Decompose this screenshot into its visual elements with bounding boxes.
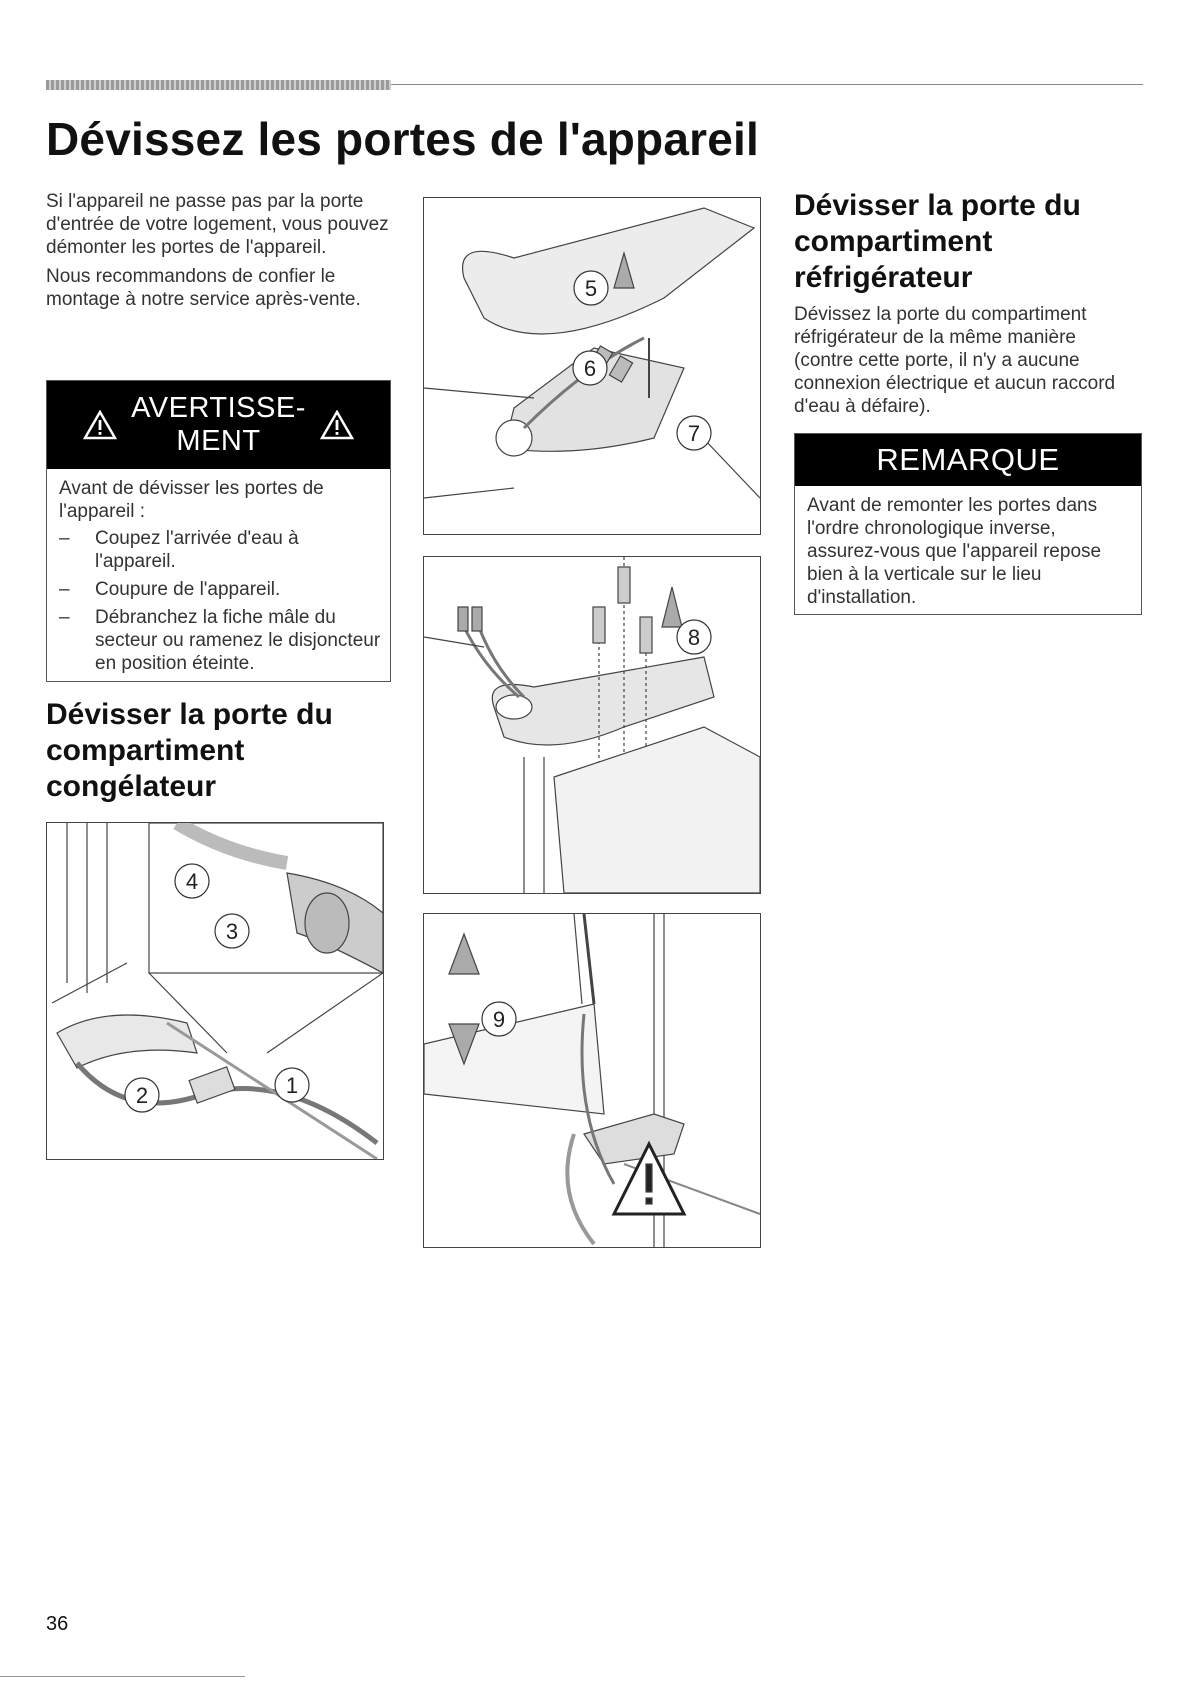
figure-top-hinge-cover: [423, 197, 761, 535]
warning-heading-line2: MENT: [176, 425, 261, 457]
note-text: Avant de remonter les portes dans l'ordre chronologique inverse, assurez-vous que l'appareil repose bien à la verticale sur le lieu d'installation.: [807, 495, 1102, 608]
warning-lead: Avant de dévisser les portes de l'appareil :: [59, 478, 324, 522]
note-heading: REMARQUE: [795, 434, 1141, 486]
warning-body: [47, 469, 390, 684]
warning-triangle-icon: [83, 410, 117, 440]
warning-list: [59, 527, 382, 675]
warning-box: [46, 380, 391, 682]
step-label-3: 3: [225, 919, 239, 944]
step-label-5: 5: [584, 276, 598, 301]
warning-list-item: – Coupure de l'appareil.: [59, 578, 382, 601]
step-label-2: 2: [135, 1083, 149, 1108]
warning-list-item: – Débranchez la fiche mâle du secteur ou ramenez le disjoncteur en position éteinte.: [59, 606, 382, 675]
footer-rule: [0, 1676, 245, 1677]
step-label-9: 9: [492, 1007, 506, 1032]
figure-hinge-screws: [423, 556, 761, 894]
freezer-section-heading: Dévisser la porte du compartiment congélateur: [46, 698, 333, 803]
fridge-section-text: Dévissez la porte du compartiment réfrigérateur de la même manière (contre cette porte, il n'y a aucune connexion électrique et aucun raccord d'eau à défaire).: [794, 304, 1116, 417]
hinge-cover-illustration: [424, 198, 760, 534]
step-label-1: 1: [285, 1073, 299, 1098]
note-box: [794, 433, 1142, 615]
warning-heading: [47, 381, 390, 469]
warning-heading-line1: AVERTISSE-: [131, 392, 306, 424]
page-title: Dévissez les portes de l'appareil: [46, 113, 759, 165]
step-label-6: 6: [583, 356, 597, 381]
step-label-4: 4: [185, 869, 199, 894]
freezer-door-illustration: [47, 823, 383, 1159]
lift-door-illustration: [424, 914, 760, 1247]
figure-lift-door: [423, 913, 761, 1248]
step-label-8: 8: [687, 625, 701, 650]
step-label-7: 7: [687, 421, 701, 446]
figure-freezer-door: [46, 822, 384, 1160]
warning-list-item: – Coupez l'arrivée d'eau à l'appareil.: [59, 527, 382, 573]
warning-triangle-icon: [320, 410, 354, 440]
intro-paragraph-1: Si l'appareil ne passe pas par la porte d'entrée de votre logement, vous pouvez démonter les portes de l'appareil.: [46, 191, 389, 258]
hinge-screws-illustration: [424, 557, 760, 893]
header-rule-pattern: [46, 80, 391, 90]
header-rule-line: [391, 84, 1143, 85]
page-number: 36: [46, 1613, 69, 1635]
intro-text: [46, 190, 391, 317]
intro-paragraph-2: Nous recommandons de confier le montage à notre service après-vente.: [46, 266, 361, 310]
fridge-section-heading: Dévisser la porte du compartiment réfrigérateur: [794, 189, 1081, 294]
